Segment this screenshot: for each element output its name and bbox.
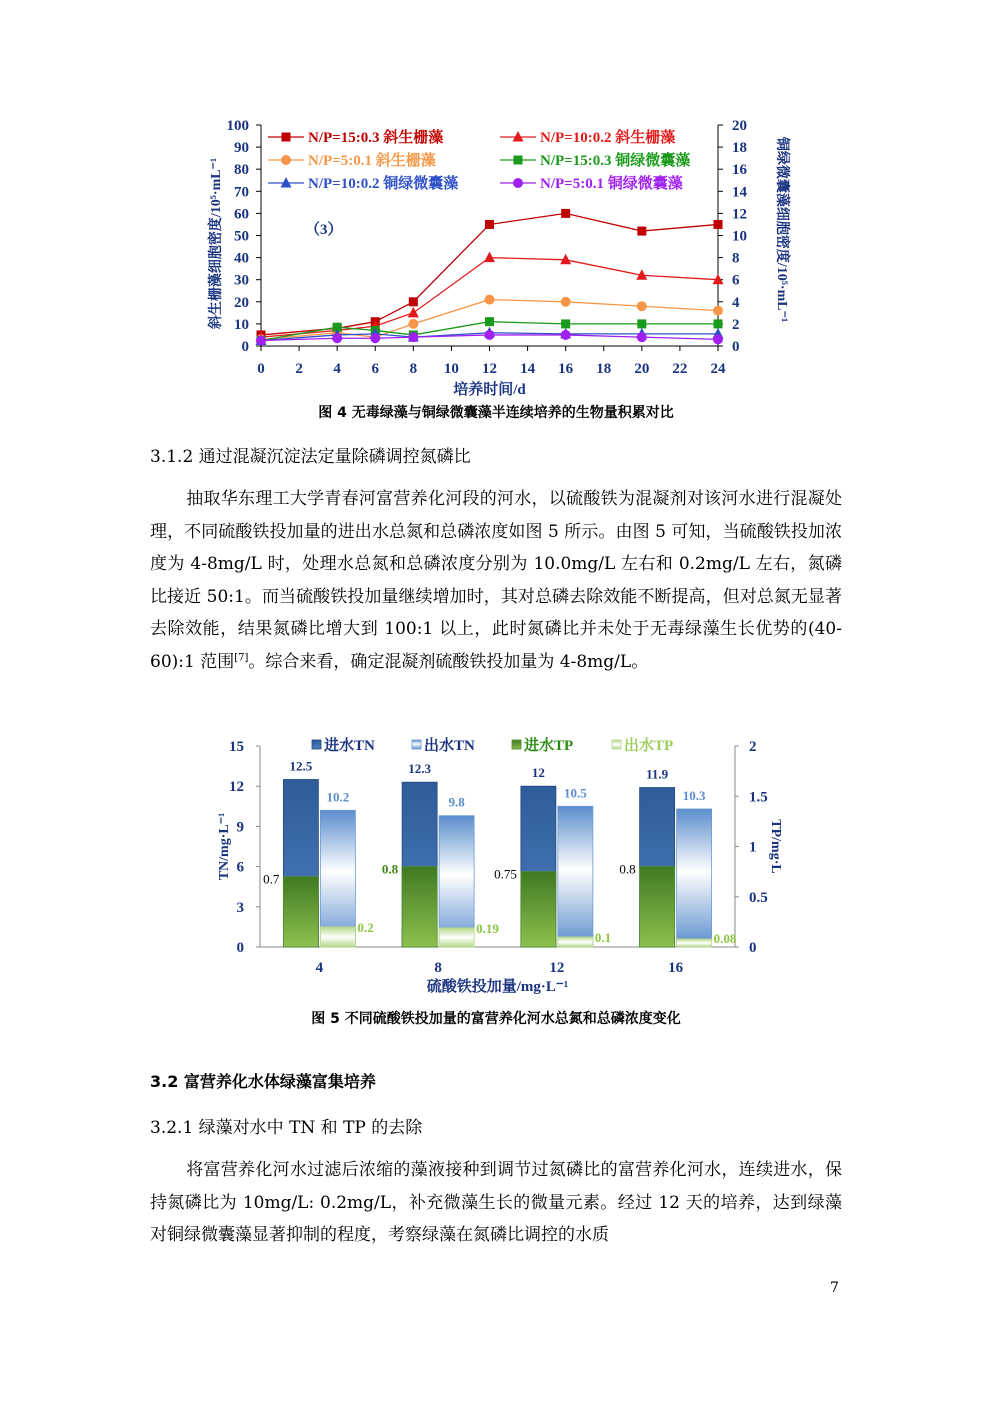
legend-marker xyxy=(281,177,292,188)
y-left-tick-label: 20 xyxy=(234,294,249,311)
bar xyxy=(558,806,593,947)
y-right-tick-label: 1 xyxy=(749,839,757,856)
legend-label: N/P=10:0.2 斜生栅藻 xyxy=(540,130,676,146)
y-left-tick-label: 100 xyxy=(226,118,249,134)
x-tick-label: 6 xyxy=(371,361,379,377)
y-right-tick-label: 2 xyxy=(732,316,740,333)
bar xyxy=(640,867,675,947)
y-right-tick-label: 18 xyxy=(732,140,747,157)
legend-marker xyxy=(281,155,291,165)
bar xyxy=(677,809,712,947)
x-tick-label: 18 xyxy=(596,361,612,377)
data-label: 0.08 xyxy=(713,931,737,946)
legend-label: 出水TP xyxy=(624,738,674,754)
data-point xyxy=(485,330,495,340)
y-left-tick-label: 15 xyxy=(229,739,244,755)
legend-marker xyxy=(514,156,523,165)
data-label: 12 xyxy=(531,765,545,781)
data-label: 0.8 xyxy=(381,861,399,877)
section-3-2-1-heading: 3.2.1 绿藻对水中 TN 和 TP 的去除 xyxy=(150,1118,423,1138)
data-label: 0.2 xyxy=(357,919,374,935)
bar xyxy=(439,816,474,947)
data-label: 9.8 xyxy=(448,794,465,810)
legend-marker xyxy=(282,133,291,142)
data-point xyxy=(408,319,418,329)
data-label: 0.19 xyxy=(476,920,499,936)
legend-label: 进水TP xyxy=(524,738,574,754)
x-tick-label: 4 xyxy=(333,361,341,377)
section-3-2-heading: 3.2 富营养化水体绿藻富集培养 xyxy=(150,1072,376,1091)
legend-label: N/P=5:0.1 铜绿微囊藻 xyxy=(540,176,683,192)
x-axis-title: 硫酸铁投加量/mg·L⁻¹ xyxy=(426,979,569,995)
y-right-tick-label: 1.5 xyxy=(749,789,768,806)
figure-5-caption: 图 5 不同硫酸铁投加量的富营养化河水总氮和总磷浓度变化 xyxy=(311,1011,681,1027)
y-right-tick-label: 16 xyxy=(732,162,747,179)
legend-marker xyxy=(513,178,523,188)
y-right-tick-label: 20 xyxy=(732,118,747,134)
section-3-1-2-paragraph xyxy=(150,483,842,678)
y-left-tick-label: 60 xyxy=(234,206,249,223)
bar xyxy=(320,927,355,947)
y-right-tick-label: 14 xyxy=(732,184,747,201)
data-point xyxy=(408,307,419,318)
bar xyxy=(677,939,712,947)
y-right-tick-label: 4 xyxy=(732,294,740,311)
bar xyxy=(402,867,437,947)
citation: [7] xyxy=(234,651,249,663)
legend-label: N/P=15:0.3 铜绿微囊藻 xyxy=(540,153,691,169)
y-left-axis-title: 斜生栅藻细胞密度/10⁵·mL⁻¹ xyxy=(209,157,224,330)
y-right-tick-label: 8 xyxy=(732,250,740,267)
y-left-tick-label: 30 xyxy=(234,272,249,289)
x-tick-label: 12 xyxy=(482,361,497,377)
data-point xyxy=(637,332,647,342)
data-point xyxy=(561,209,570,218)
data-point xyxy=(332,333,342,343)
y-right-tick-label: 12 xyxy=(732,206,747,223)
data-point xyxy=(256,335,266,345)
y-left-tick-label: 90 xyxy=(234,140,249,157)
y-left-tick-label: 6 xyxy=(236,859,244,876)
y-left-tick-label: 9 xyxy=(236,819,244,836)
y-left-tick-label: 10 xyxy=(234,316,249,333)
data-label: 11.9 xyxy=(646,766,669,782)
data-point xyxy=(713,306,723,316)
data-point xyxy=(637,227,646,236)
x-tick-label: 16 xyxy=(558,361,574,377)
y-left-tick-label: 80 xyxy=(234,162,249,179)
data-label: 0.1 xyxy=(594,929,612,945)
data-point xyxy=(409,297,418,306)
x-tick-label: 4 xyxy=(315,960,324,976)
bar xyxy=(283,877,318,947)
data-point xyxy=(485,317,494,326)
data-label: 12.5 xyxy=(289,758,313,774)
x-tick-label: 16 xyxy=(668,960,684,976)
data-point xyxy=(714,220,723,229)
data-point xyxy=(370,333,380,343)
legend-swatch xyxy=(312,740,321,749)
figure-4-caption: 图 4 无毒绿藻与铜绿微囊藻半连续培养的生物量积累对比 xyxy=(318,405,674,421)
data-label: 10.3 xyxy=(682,787,706,803)
y-right-tick-label: 0 xyxy=(749,940,757,956)
panel-label: （3） xyxy=(305,222,343,238)
section-3-1-2-heading: 3.1.2 通过混凝沉淀法定量除磷调控氮磷比 xyxy=(150,447,471,467)
paragraph-text: 抽取华东理工大学青春河富营养化河段的河水，以硫酸铁为混凝剂对该河水进行混凝处理，不同硫酸铁投加量的进出水总氮和总磷浓度如图 5 所示。由图 5 可知，当硫酸铁投加浓度为 4-8mg/L 时，处理水总氮和总磷浓度分别为 10.0mg/L 左右和 0.2mg/L 左右，氮磷比接近 50:1。而当硫酸铁投加量继续增加时，其对总磷去除效能不断提高，但对总氮无显著去除效能，结果氮磷比增大到 100:1 以上，此时氮磷比并未处于无毒绿藻生长优势的(40-60):1 范围 xyxy=(150,489,842,672)
legend-label: N/P=10:0.2 铜绿微囊藻 xyxy=(308,176,459,192)
legend-label: N/P=15:0.3 斜生栅藻 xyxy=(308,130,444,146)
x-tick-label: 24 xyxy=(710,361,726,377)
x-tick-label: 14 xyxy=(520,361,536,377)
section-3-2-1-paragraph xyxy=(150,1154,842,1252)
y-left-tick-label: 40 xyxy=(234,250,249,267)
y-left-tick-label: 12 xyxy=(229,779,244,796)
legend-swatch xyxy=(512,740,521,749)
x-tick-label: 22 xyxy=(672,361,688,377)
bar xyxy=(439,928,474,947)
y-right-axis-title: TP/mg·L xyxy=(768,819,783,874)
y-left-axis-title: TN/mg·L⁻¹ xyxy=(217,812,232,881)
page-number: 7 xyxy=(830,1280,839,1296)
y-left-tick-label: 3 xyxy=(236,899,244,916)
legend-swatch xyxy=(612,740,621,749)
data-point xyxy=(484,252,495,263)
data-point xyxy=(561,297,571,307)
data-point xyxy=(485,220,494,229)
bar xyxy=(521,872,556,947)
x-tick-label: 12 xyxy=(549,960,565,976)
paragraph-text: 将富营养化河水过滤后浓缩的藻液接种到调节过氮磷比的富营养化河水，连续进水，保持氮磷比为 10mg/L: 0.2mg/L，补充微藻生长的微量元素。经过 12 天的培养，达到绿藻对铜绿微囊藻显著抑制的程度，考察绿藻在氮磷比调控的水质 xyxy=(150,1160,842,1245)
y-right-tick-label: 6 xyxy=(732,272,740,289)
data-point xyxy=(408,332,418,342)
x-tick-label: 20 xyxy=(634,361,650,377)
data-label: 10.5 xyxy=(564,785,587,801)
data-label: 12.3 xyxy=(408,761,431,777)
x-tick-label: 8 xyxy=(409,361,418,377)
legend-swatch xyxy=(412,740,421,749)
x-axis-title: 培养时间/d xyxy=(453,382,526,398)
data-point xyxy=(713,334,723,344)
x-tick-label: 2 xyxy=(295,361,303,377)
bar xyxy=(320,810,355,947)
y-left-tick-label: 50 xyxy=(234,228,249,245)
y-right-tick-label: 2 xyxy=(749,739,757,755)
y-left-tick-label: 0 xyxy=(241,339,249,355)
y-right-tick-label: 10 xyxy=(732,228,747,245)
legend-marker xyxy=(513,131,524,142)
data-point xyxy=(561,319,570,328)
x-tick-label: 10 xyxy=(443,361,459,377)
data-point xyxy=(637,319,646,328)
data-label: 0.7 xyxy=(263,871,280,887)
y-right-tick-label: 0 xyxy=(732,339,740,355)
data-point xyxy=(485,295,495,305)
x-tick-label: 8 xyxy=(434,960,442,976)
y-right-tick-label: 0.5 xyxy=(749,889,768,906)
figure-4-line-chart xyxy=(0,110,992,400)
y-left-tick-label: 70 xyxy=(234,184,249,201)
data-label: 0.8 xyxy=(619,861,636,877)
legend-label: N/P=5:0.1 斜生栅藻 xyxy=(308,153,436,169)
x-tick-label: 0 xyxy=(257,361,265,377)
data-point xyxy=(714,319,723,328)
y-right-axis-title: 铜绿微囊藻细胞密度/10⁵·mL⁻¹ xyxy=(774,136,789,323)
paragraph-text-end: 。综合来看，确定混凝剂硫酸铁投加量为 4-8mg/L。 xyxy=(248,651,649,672)
legend-label: 出水TN xyxy=(424,738,475,754)
data-label: 10.2 xyxy=(326,789,350,805)
legend-label: 进水TN xyxy=(324,738,375,754)
data-label: 0.75 xyxy=(494,866,517,882)
bar xyxy=(558,937,593,947)
data-point xyxy=(637,301,647,311)
data-point xyxy=(561,330,571,340)
figure-5-bar-chart xyxy=(0,730,992,1005)
y-left-tick-label: 0 xyxy=(236,940,244,956)
